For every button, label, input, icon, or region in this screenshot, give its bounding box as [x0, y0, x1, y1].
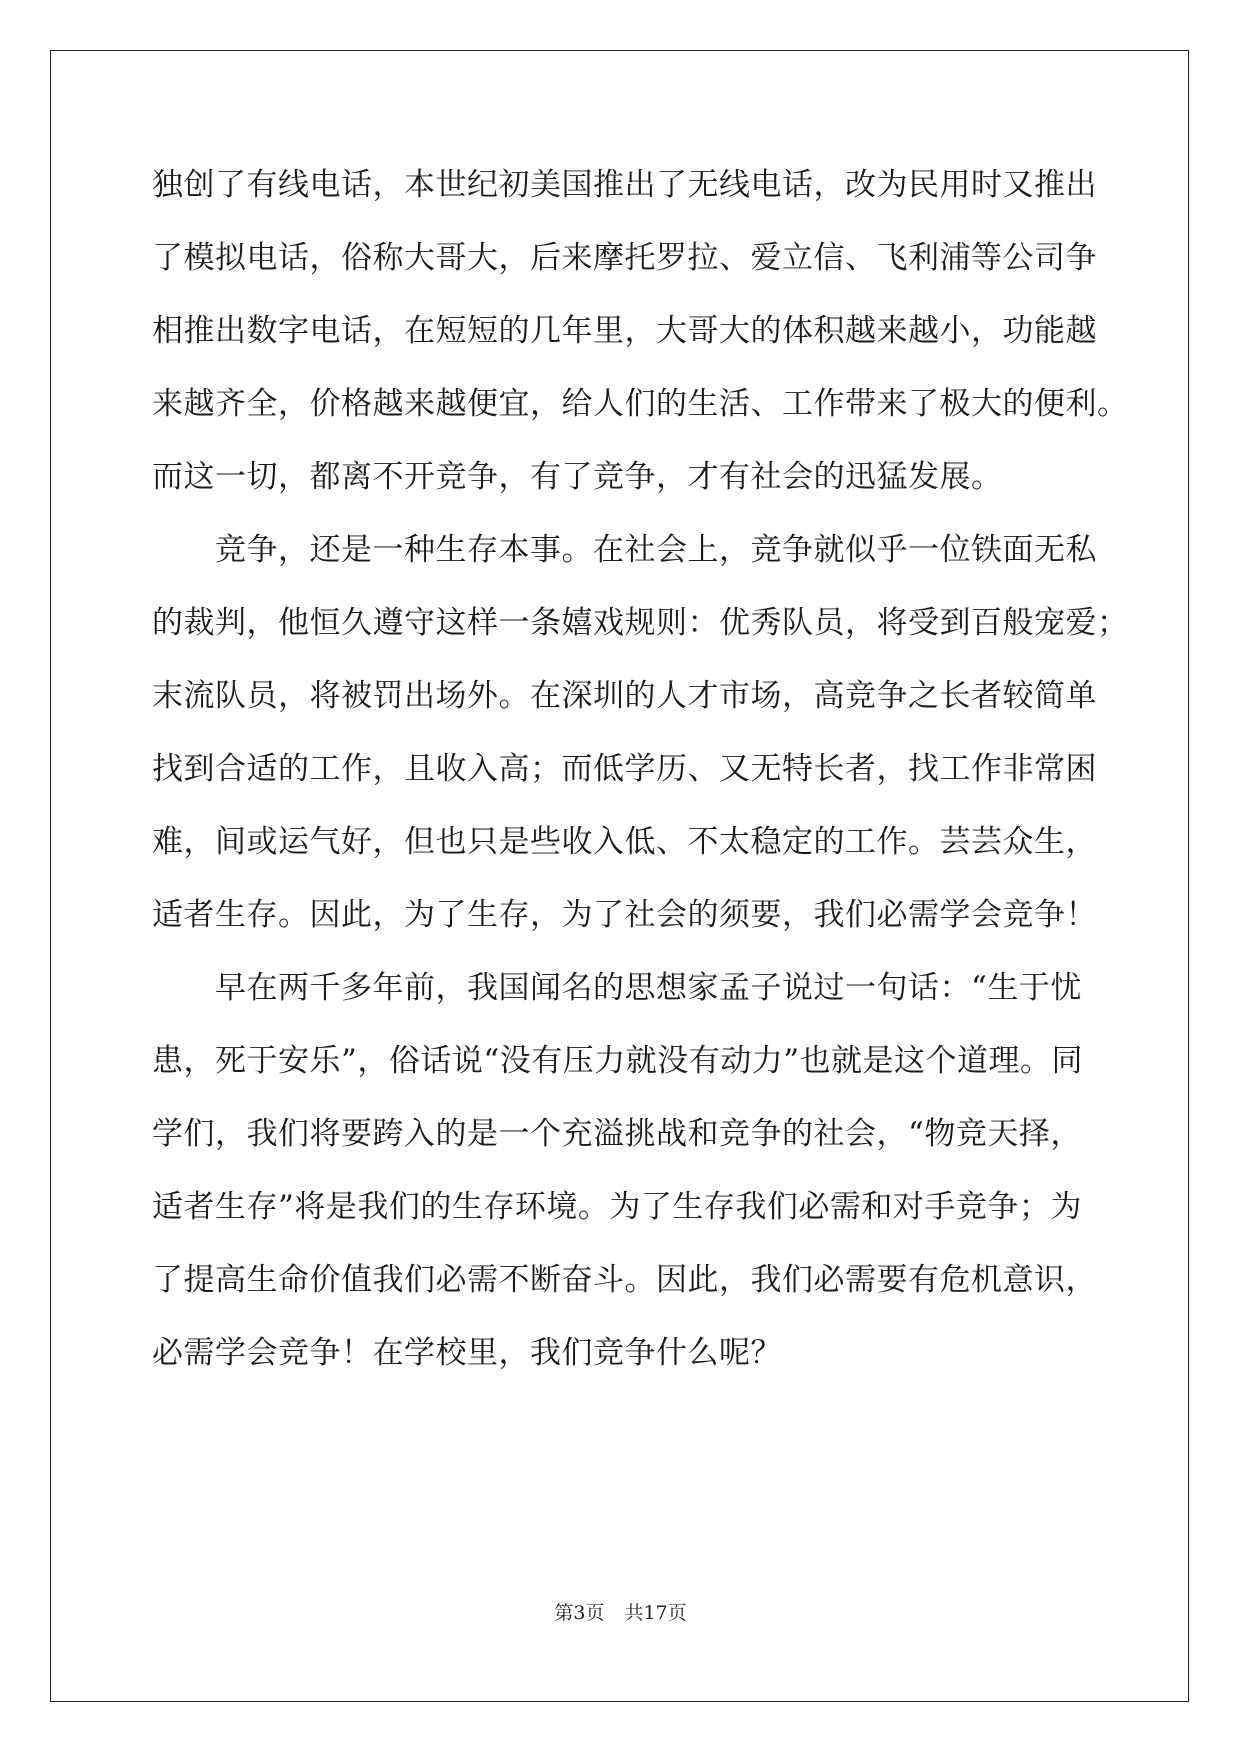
text-line: 来越齐全，价格越来越便宜，给人们的生活、工作带来了极大的便利。: [152, 386, 1129, 422]
text-line: 独创了有线电话，本世纪初美国推出了无线电话，改为民用时又推出: [152, 167, 1097, 203]
paragraph-start-line: 早在两千多年前，我国闻名的思想家孟子说过一句话：“生于忧: [152, 970, 1082, 1006]
text-line: 必需学会竞争！在学校里，我们竞争什么呢？: [152, 1335, 782, 1371]
page-number-current: 第3页: [554, 1602, 605, 1624]
text-line: 了提高生命价值我们必需不断奋斗。因此，我们必需要有危机意识，: [152, 1262, 1097, 1298]
text-line: 了模拟电话，俗称大哥大，后来摩托罗拉、爱立信、飞利浦等公司争: [152, 240, 1097, 276]
page-border: [50, 50, 1189, 1702]
text-line: 难，间或运气好，但也只是些收入低、不太稳定的工作。芸芸众生，: [152, 824, 1097, 860]
paragraph-start-line: 竞争，还是一种生存本事。在社会上，竞争就似乎一位铁面无私: [152, 532, 1097, 568]
page-footer: [0, 1601, 1241, 1625]
text-line: 找到合适的工作，且收入高；而低学历、又无特长者，找工作非常困: [152, 751, 1097, 787]
text-line: 适者生存。因此，为了生存，为了社会的须要，我们必需学会竞争！: [152, 897, 1097, 933]
text-line: 相推出数字电话，在短短的几年里，大哥大的体积越来越小，功能越: [152, 313, 1097, 349]
text-line: 末流队员，将被罚出场外。在深圳的人才市场，高竞争之长者较简单: [152, 678, 1097, 714]
page-number-total: 共17页: [624, 1602, 687, 1624]
text-line: 患，死于安乐”，俗话说“没有压力就没有动力”也就是这个道理。同: [152, 1043, 1084, 1079]
text-line: 而这一切，都离不开竞争，有了竞争，才有社会的迅猛发展。: [152, 459, 1003, 495]
text-line: 的裁判，他恒久遵守这样一条嬉戏规则：优秀队员，将受到百般宠爱；: [152, 605, 1129, 641]
text-line: 适者生存”将是我们的生存环境。为了生存我们必需和对手竞争；为: [152, 1189, 1082, 1225]
text-line: 学们，我们将要跨入的是一个充溢挑战和竞争的社会，“物竞天择，: [152, 1116, 1082, 1152]
